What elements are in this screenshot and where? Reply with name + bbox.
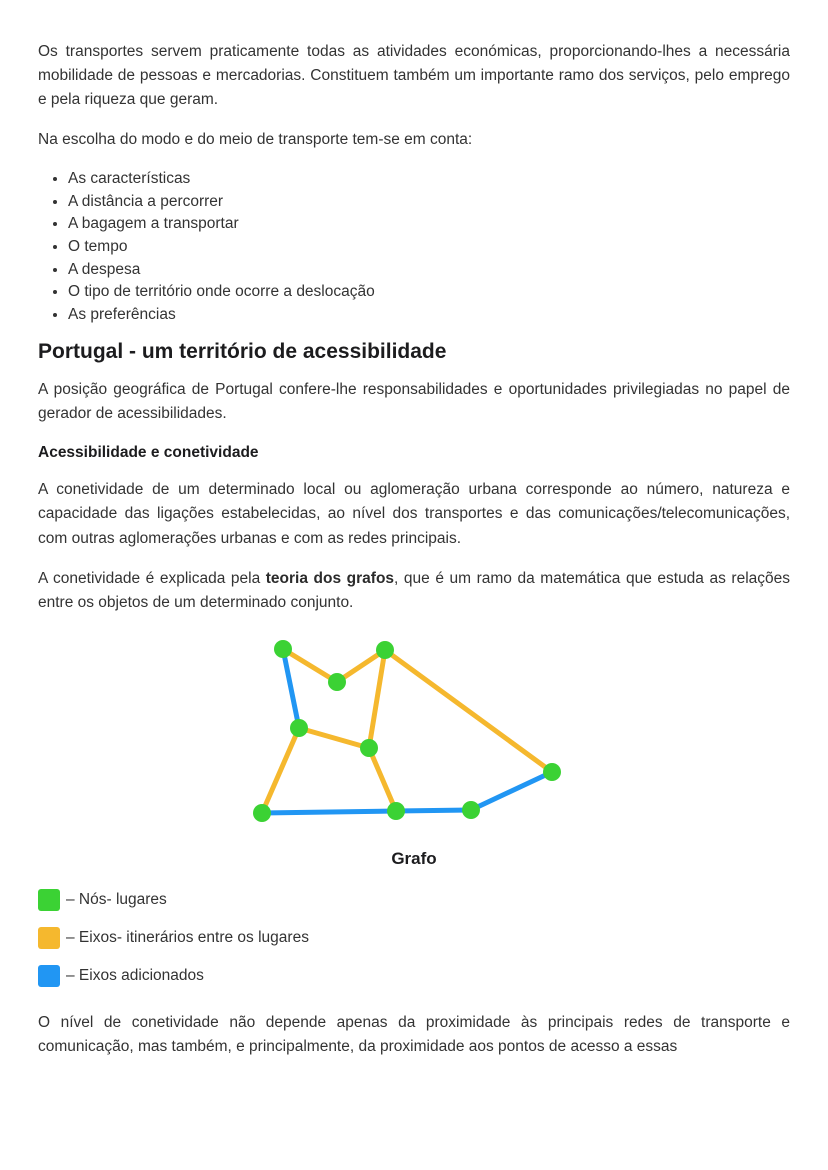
choice-list-item: • O tipo de território onde ocorre a deslocação bbox=[68, 281, 790, 304]
closing-paragraph: O nível de conetividade não depende apenas da proximidade às principais redes de transporte e comunicação, mas também, e principalmente, da proximidade aos pontos de acesso a essas bbox=[38, 1013, 790, 1055]
graph-node bbox=[360, 739, 378, 757]
legend-row bbox=[38, 965, 790, 987]
connectivity-paragraph: A conetividade de um determinado local ou aglomeração urbana corresponde ao número, natureza e capacidade das ligações estabelecidas, ao nível dos transportes e das comunicações/telecomunicações, com outras aglomerações urbanas e com as redes principais. bbox=[38, 481, 790, 547]
choice-list-item: • As preferências bbox=[68, 304, 790, 327]
graph-diagram bbox=[244, 633, 584, 833]
choice-list-item: • A distância a percorrer bbox=[68, 191, 790, 214]
graph-theory-term: teoria dos grafos bbox=[265, 569, 395, 587]
choice-intro-paragraph: Na escolha do modo e do meio de transporte tem-se em conta: bbox=[38, 131, 473, 149]
graph-edge-added bbox=[283, 649, 299, 728]
graph-node bbox=[274, 640, 292, 658]
legend-swatch bbox=[38, 927, 60, 949]
graph-node bbox=[328, 673, 346, 691]
graph-node bbox=[462, 801, 480, 819]
graph-edge-itinerary bbox=[299, 728, 369, 748]
legend-label: – Nós- lugares bbox=[66, 890, 167, 908]
graph-node bbox=[290, 719, 308, 737]
legend bbox=[38, 889, 790, 987]
legend-swatch bbox=[38, 889, 60, 911]
legend-swatch bbox=[38, 965, 60, 987]
graph-edge-added bbox=[471, 772, 552, 810]
choice-list bbox=[38, 168, 790, 326]
section-paragraph: A posição geográfica de Portugal confere-lhe responsabilidades e oportunidades privilegiadas no papel de gerador de acessibilidades. bbox=[38, 381, 790, 423]
choice-list-item: • A despesa bbox=[68, 259, 790, 282]
figure-caption: Grafo bbox=[391, 848, 437, 868]
intro-paragraph: Os transportes servem praticamente todas as atividades económicas, proporcionando-lhes a necessária mobilidade de pessoas e mercadorias. Constituem também um importante ramo dos serviços, pelo emprego e pela riqueza que geram. bbox=[38, 43, 790, 109]
legend-label: – Eixos adicionados bbox=[66, 966, 204, 984]
graph-node bbox=[543, 763, 561, 781]
legend-row bbox=[38, 889, 790, 911]
legend-row bbox=[38, 927, 790, 949]
graph-node bbox=[387, 802, 405, 820]
choice-list-item: • A bagagem a transportar bbox=[68, 213, 790, 236]
graph-edge-itinerary bbox=[369, 748, 396, 811]
section-title: Portugal - um território de acessibilidade bbox=[38, 340, 447, 364]
choice-list-item: • As características bbox=[68, 168, 790, 191]
graph-edge-added bbox=[262, 811, 396, 813]
graph-figure bbox=[38, 633, 790, 869]
graph-theory-text-suffix: , que é um ramo da matemática que estuda as relações entre os objetos de um determinado conjunto. bbox=[38, 569, 791, 611]
graph-theory-paragraph bbox=[38, 567, 790, 615]
graph-edge-itinerary bbox=[369, 650, 385, 748]
graph-node bbox=[376, 641, 394, 659]
graph-edge-itinerary bbox=[385, 650, 552, 772]
graph-edge-itinerary bbox=[262, 728, 299, 813]
choice-list-item: • O tempo bbox=[68, 236, 790, 259]
subsection-title: Acessibilidade e conetividade bbox=[38, 444, 259, 462]
legend-label: – Eixos- itinerários entre os lugares bbox=[66, 928, 309, 946]
graph-edge-added bbox=[396, 810, 471, 811]
graph-theory-text-prefix: A conetividade é explicada pela bbox=[38, 569, 266, 587]
graph-node bbox=[253, 804, 271, 822]
